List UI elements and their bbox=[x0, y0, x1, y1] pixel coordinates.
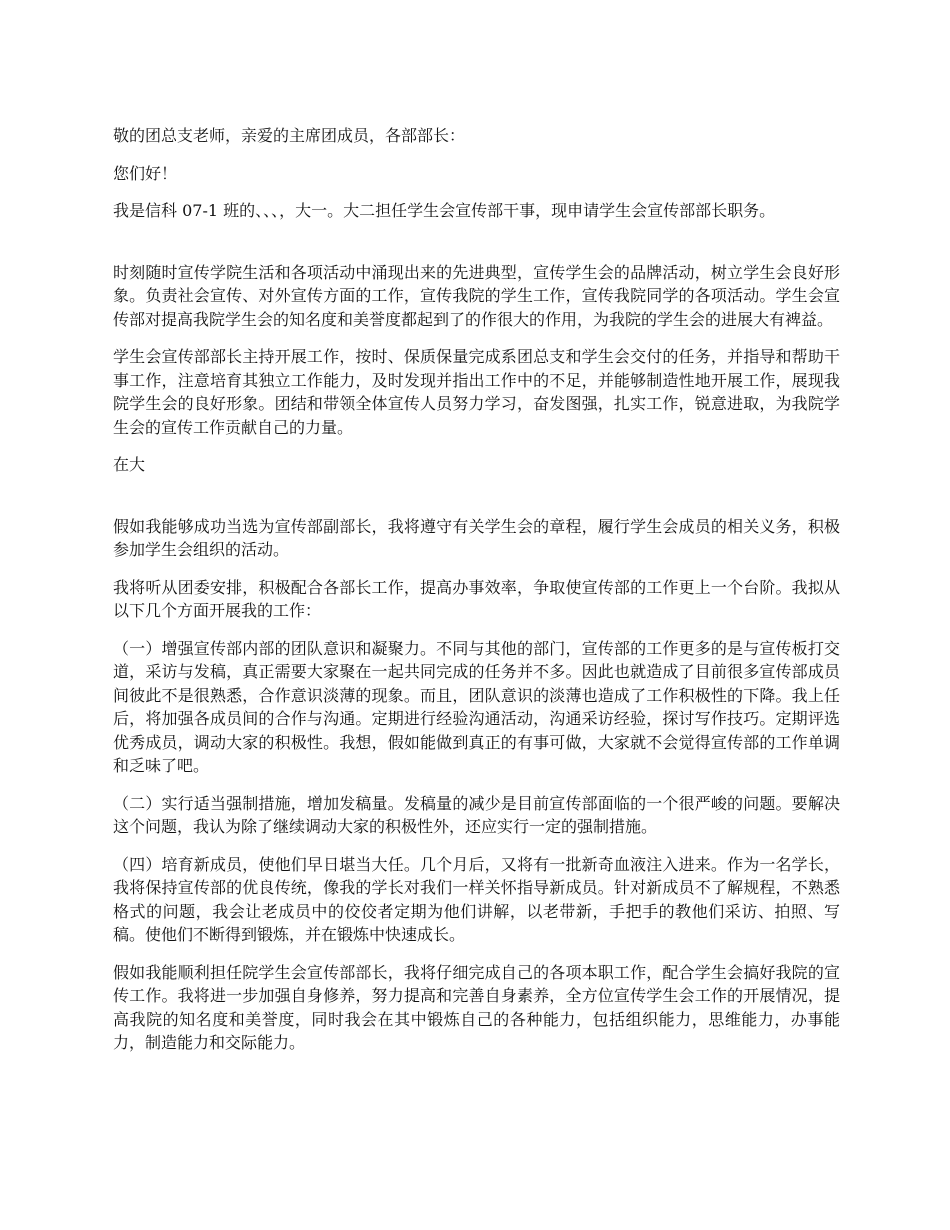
plan-item-2-paragraph: （二）实行适当强制措施，增加发稿量。发稿量的减少是目前宣传部面临的一个很严峻的问题。要解决这个问题，我认为除了继续调动大家的积极性外，还应实行一定的强制措施。 bbox=[113, 793, 840, 836]
fragment-paragraph: 在大 bbox=[113, 455, 146, 474]
plan-item-4-paragraph: （四）培育新成员，使他们早日堪当大任。几个月后，又将有一批新奇血液注入进来。作为一名学长，我将保持宣传部的优良传统，像我的学长对我们一样关怀指导新成员。针对新成员不了解规程，不熟悉格式的问题，我会让老成员中的佼佼者定期为他们讲解，以老带新，手把手的教他们采访、拍照、写稿。使他们不断得到锻炼，并在锻炼中快速成长。 bbox=[113, 854, 840, 944]
salutation: 敬的团总支老师，亲爱的主席团成员，各部部长： bbox=[113, 126, 466, 145]
department-role-paragraph: 时刻随时宣传学院生活和各项活动中涌现出来的先进典型，宣传学生会的品牌活动，树立学生会良好形象。负责社会宣传、对外宣传方面的工作，宣传我院的学生工作，宣传我院同学的各项活动。学生会宣传部对提高我院学生会的知名度和美誉度都起到了的作很大的作用，为我院的学生会的进展大有裨益。 bbox=[113, 262, 840, 329]
closing-paragraph: 假如我能顺利担任院学生会宣传部部长，我将仔细完成自己的各项本职工作，配合学生会搞好我院的宣传工作。我将进一步加强自身修养，努力提高和完善自身素养，全方位宣传学生会工作的开展情况，提高我院的知名度和美誉度，同时我会在其中锻炼自己的各种能力，包括组织能力，思维能力，办事能力，制造能力和交际能力。 bbox=[113, 962, 840, 1052]
commitment-paragraph: 假如我能够成功当选为宣传部副部长，我将遵守有关学生会的章程，履行学生会成员的相关义务，积极参加学生会组织的活动。 bbox=[113, 516, 840, 559]
plan-intro-paragraph: 我将听从团委安排，积极配合各部长工作，提高办事效率，争取使宣传部的工作更上一个台阶。我拟从以下几个方面开展我的工作： bbox=[113, 577, 840, 620]
document-body bbox=[113, 124, 840, 1069]
introduction-paragraph: 我是信科 07-1 班的、、、，大一。大二担任学生会宣传部干事，现申请学生会宣传部部长职务。 bbox=[113, 201, 776, 220]
minister-duties-paragraph: 学生会宣传部部长主持开展工作，按时、保质保量完成系团总支和学生会交付的任务，并指导和帮助干事工作，注意培育其独立工作能力，及时发现并指出工作中的不足，并能够制造性地开展工作，展现我院学生会的良好形象。团结和带领全体宣传人员努力学习，奋发图强，扎实工作，锐意进取，为我院学生会的宣传工作贡献自己的力量。 bbox=[113, 347, 840, 437]
plan-item-1-paragraph: （一）增强宣传部内部的团队意识和凝聚力。不同与其他的部门，宣传部的工作更多的是与宣传板打交道，采访与发稿，真正需要大家聚在一起共同完成的任务并不多。因此也就造成了目前很多宣传部成员间彼此不是很熟悉，合作意识淡薄的现象。而且，团队意识的淡薄也造成了工作积极性的下降。我上任后，将加强各成员间的合作与沟通。定期进行经验沟通活动，沟通采访经验，探讨写作技巧。定期评选优秀成员，调动大家的积极性。我想，假如能做到真正的有事可做，大家就不会觉得宣传部的工作单调和乏味了吧。 bbox=[113, 638, 840, 775]
greeting: 您们好！ bbox=[113, 163, 178, 183]
